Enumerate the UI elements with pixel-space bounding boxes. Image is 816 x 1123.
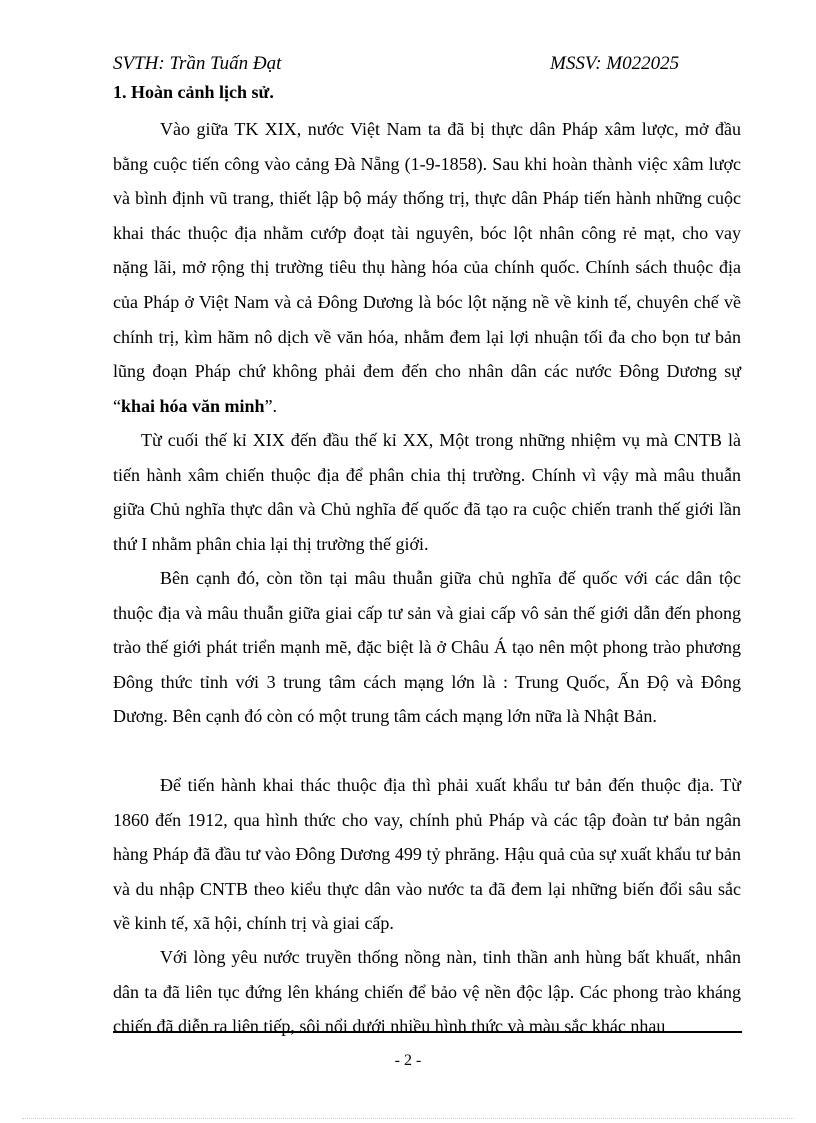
header-student-id: MSSV: M022025	[550, 53, 680, 74]
footer-divider	[113, 1031, 742, 1033]
paragraph-4-text: Để tiến hành khai thác thuộc địa thì phải xuất khẩu tư bản đến thuộc địa. Từ 1860 đến 1912, qua hình thức cho vay, chính phủ Pháp và các tập đoàn tư bản ngân hàng Pháp đã đầu tư vào Đông Dương 499 tỷ phrăng. Hậu quả của sự xuất khẩu tư bản và du nhập CNTB theo kiểu thực dân vào nước ta đã đem lại những biến đổi sâu sắc về kinh tế, xã hội, chính trị và giai cấp.	[113, 775, 741, 934]
header-student-name: SVTH: Trần Tuấn Đạt	[113, 53, 282, 74]
paragraph-5	[113, 940, 741, 1044]
paragraph-2	[113, 423, 741, 561]
page-bottom-edge	[22, 1118, 794, 1119]
paragraph-3	[113, 561, 741, 734]
paragraph-1-end: ”.	[264, 395, 278, 416]
page-number: - 2 -	[394, 1052, 422, 1069]
paragraph-2-text: Từ cuối thế kỉ XIX đến đầu thế kỉ XX, Một trong những nhiệm vụ mà CNTB là tiến hành xâm chiến thuộc địa để phân chia thị trường. Chính vì vậy mà mâu thuẫn giữa Chủ nghĩa thực dân và Chủ nghĩa đế quốc đã tạo ra cuộc chiến tranh thế giới lần thứ I nhằm phân chia lại thị trường thế giới.	[113, 430, 741, 554]
paragraph-3-text: Bên cạnh đó, còn tồn tại mâu thuẫn giữa chủ nghĩa đế quốc với các dân tộc thuộc địa và mâu thuẫn giữa giai cấp tư sản và giai cấp vô sản thế giới dẫn đến phong trào thế giới phát triển mạnh mẽ, đặc biệt là ở Châu Á tạo nên một phong trào phương Đông thức tỉnh với 3 trung tâm cách mạng lớn là : Trung Quốc, Ấn Độ và Đông Dương. Bên cạnh đó còn có một trung tâm cách mạng lớn nữa là Nhật Bản.	[113, 568, 741, 727]
paragraph-1-emphasis: khai hóa văn minh	[121, 395, 265, 416]
section-heading: 1. Hoàn cảnh lịch sử.	[113, 82, 274, 102]
paragraph-5-text: Với lòng yêu nước truyền thống nồng nàn, tinh thần anh hùng bất khuất, nhân dân ta đã liên tục đứng lên kháng chiến để bảo vệ nền độc lập. Các phong trào kháng chiến đã diễn ra liên tiếp, sôi nổi dưới nhiều hình thức và màu sắc khác nhau	[113, 947, 741, 1037]
paragraph-4	[113, 768, 741, 941]
paragraph-1-text: Vào giữa TK XIX, nước Việt Nam ta đã bị thực dân Pháp xâm lược, mở đầu bằng cuộc tiến công vào cảng Đà Nẵng (1-9-1858). Sau khi hoàn thành việc xâm lược và bình định vũ trang, thiết lập bộ máy thống trị, thực dân Pháp tiến hành những cuộc khai thác thuộc địa nhằm cướp đoạt tài nguyên, bóc lột nhân công rẻ mạt, cho vay nặng lãi, mở rộng thị trường tiêu thụ hàng hóa của chính quốc. Chính sách thuộc địa của Pháp ở Việt Nam và cả Đông Dương là bóc lột nặng nề về kinh tế, chuyên chế về chính trị, kìm hãm nô dịch về văn hóa, nhằm đem lại lợi nhuận tối đa cho bọn tư bản lũng đoạn Pháp chứ không phải đem đến cho nhân dân các nước Đông Dương sự “	[113, 119, 741, 416]
paragraph-1	[113, 112, 741, 423]
